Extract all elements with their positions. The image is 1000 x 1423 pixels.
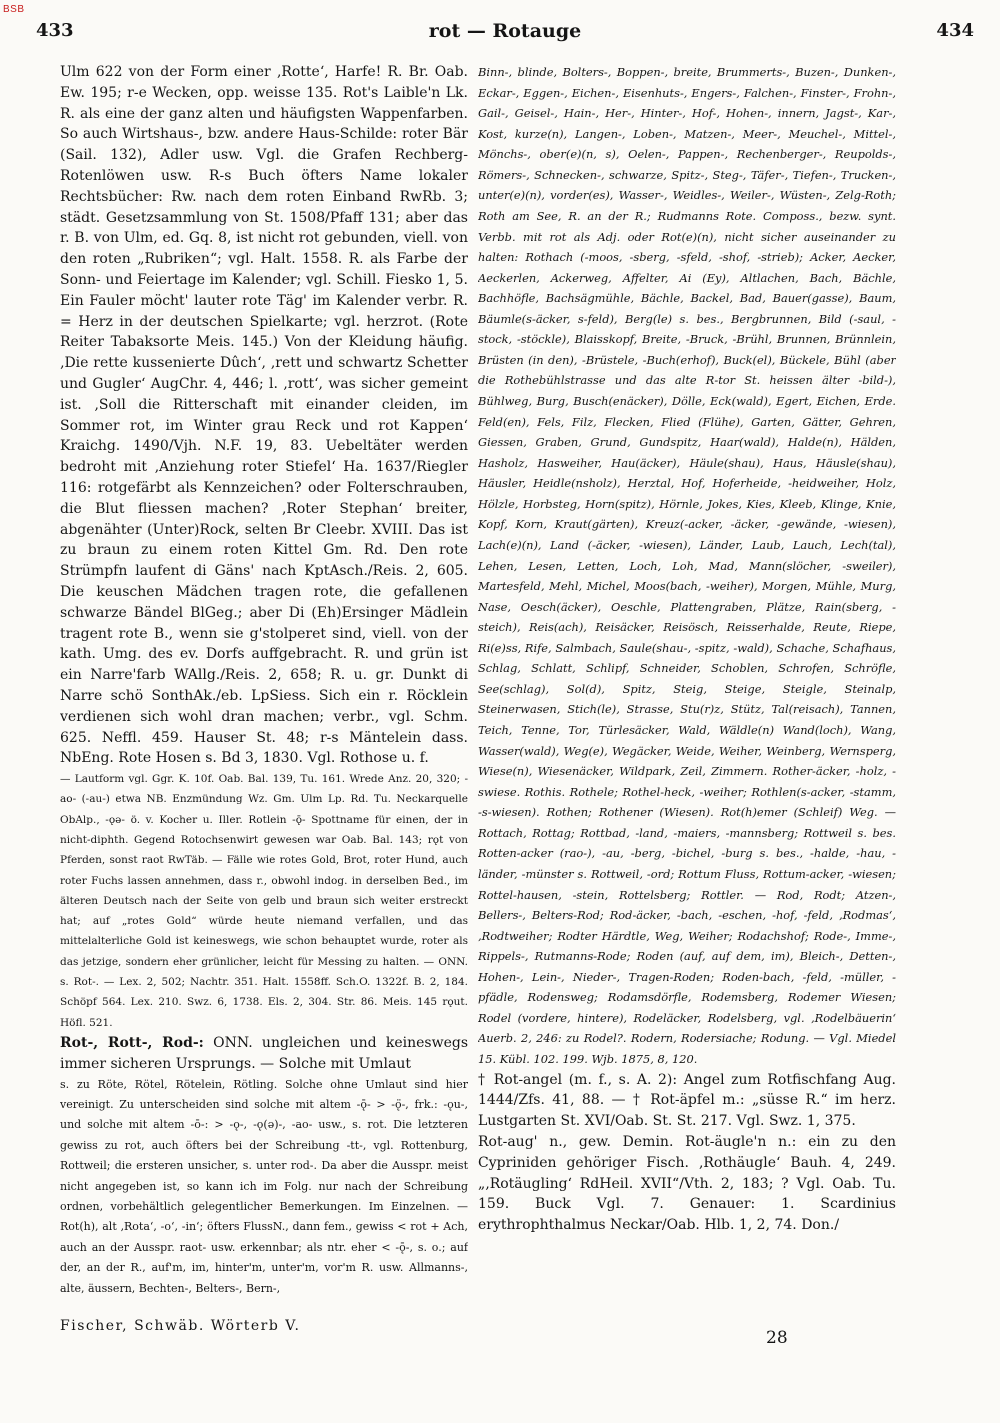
headword-rot-prefix: Rot-, Rott-, Rod-: [60, 1034, 204, 1051]
page-number-left: 433 [36, 20, 74, 41]
page-header [36, 20, 974, 52]
page-footer: Fischer, Schwäb. Wörterb V. [60, 1318, 301, 1334]
entry-rot-angel: † Rot-angel (m. f., s. A. 2): Angel zum Rotfischfang Aug. 1444/Zfs. 41, 88. — † Rot-äpfel m.: „süsse R.“ im herz. Lustgarten St. XVI/Oab. St. St. 217. Vgl. Swz. 1, 375. [478, 1071, 896, 1130]
entry-rot-prefix-text: ONN. ungleichen und keineswegs immer sicheren Ursprungs. — Solche mit Umlaut [60, 1034, 468, 1072]
page-number-right: 434 [936, 20, 974, 41]
library-stamp: BSB [3, 4, 25, 15]
entry-rot-lautform: — Lautform vgl. Ggr. K. 10f. Oab. Bal. 139, Tu. 161. Wrede Anz. 20, 320; -ao- (-au-) etwa NB. Enzmündung Wz. Gm. Ulm Lp. Rd. Tu. Neckarquelle ObAlp., -ǫə- ö. v. Kocher u. Iller. Rotlein -ǭ- Spottname für einen, der in nicht-diphth. Gegend Rotochsenwirt gewesen war Oab. Bal. 143; rǫt von Pferden, sonst raot RwTäb. — Fälle wie rotes Gold, Brot, roter Hund, auch roter Fuchs lassen annehmen, dass r., obwohl indog. in derselben Bed., im älteren Deutsch nach der Seite von gelb und braun sich weiter erstreckt hat; auf „rotes Gold“ würde heute niemand verfallen, und das mittelalterliche Gold ist keineswegs, wie schon behauptet wurde, roter als das jetzige, sondern eher grünlicher, leicht für Messing zu halten. — ONN. s. Rot-. — Lex. 2, 502; Nachtr. 351. Halt. 1558ff. Sch.O. 1322f. B. 2, 184. Schöpf 564. Lex. 210. Swz. 6, 1738. Els. 2, 304. Str. 86. Meis. 145 rǫut. Höfl. 521. [60, 773, 468, 1029]
left-column [60, 62, 468, 1299]
signature-mark: 28 [766, 1328, 788, 1348]
entry-rot-prefix-body: s. zu Röte, Rötel, Rötelein, Rötling. Solche ohne Umlaut sind hier vereinigt. Zu unterscheiden sind solche mit altem -ǭ- > -ǫ̈-, frk.: -ǫu-, und solche mit altem -ō-: > -ǫ-, -ǫ(ə)-, -ao- usw., s. rot. Die letzteren gewiss zu rot, auch öfters bei der Schreibung -tt-, vgl. Rottenburg, Rottweil; die ersteren unsicher, s. unter rod-. Da aber die Ausspr. meist nicht angegeben ist, so kann ich im Folg. nur nach der Schreibung ordnen, vorbehältlich gelegentlicher Bemerkungen. Im Einzelnen. — Rot(h), alt ‚Rota‘, -o‘, -in‘; öfters FlussN., dann fem., gewiss < rot + Ach, auch an der Ausspr. raot- usw. erkennbar; als ntr. eher < -ǭ-, s. o.; auf der, an der R., auf'm, im, hinter'm, unter'm, vor'm R. usw. Allmanns-, alte, äussern, Bechten-, Belters-, Bern-, [60, 1077, 468, 1295]
running-title: rot — Rotauge [428, 20, 582, 42]
entry-rot-placenames: Binn-, blinde, Bolters-, Boppen-, breite, Brummerts-, Buzen-, Dunken-, Eckar-, Eggen-, Eichen-, Eisenhuts-, Engers-, Falchen-, Finster-, Frohn-, Gail-, Geisel-, Hain-, Her-, Hinter-, Hof-, Hohen-, innern, Jagst-, Kar-, Kost, kurze(n), Langen-, Loben-, Matzen-, Meer-, Meuchel-, Mittel-, Mönchs-, ober(e)(n, s), Oelen-, Pappen-, Rechenberger-, Reupolds-, Römers-, Schnecken-, schwarze, Spitz-, Steg-, Täfer-, Tiefen-, Trucken-, unter(e)(n), vorder(es), Wasser-, Weidles-, Weiler-, Wüsten-, Zelg-Roth; Roth am See, R. an der R.; Rudmanns Rote. Composs., bezw. synt. Verbb. mit rot als Adj. oder Rot(e)(n), nicht sicher auseinander zu halten: Rothach (-moos, -sberg, -sfeld, -shof, -strieb); Acker, Aecker, Aeckerlen, Ackerweg, Affelter, Ai (Ey), Altlachen, Bach, Bächle, Bachhöfle, Bachsägmühle, Bächle, Backel, Bad, Bauer(gasse), Baum, Bäumle(s-äcker, s-feld), Berg(le) s. bes., Bergbrunnen, Bild (-saul, -stock, -stöckle), Blaisskopf, Breite, -Bruck, -Brühl, Brunnen, Brünnlein, Brüsten (in den), -Brüstele, -Buch(erhof), Buck(el), Bückele, Bühl (aber die Rothebühlstrasse und das alte R-tor St. heissen älter -bild-), Bühlweg, Burg, Busch(enäcker), Dölle, Eck(wald), Egert, Eichen, Erde. Feld(en), Fels, Filz, Flecken, Flied (Flühe), Garten, Gätter, Gehren, Giessen, Graben, Grund, Gundspitz, Haar(wald), Halde(n), Hälden, Hasholz, Hasweiher, Hau(äcker), Häule(shau), Haus, Häusle(shau), Häusler, Heidle(nsholz), Herztal, Hof, Hoferheide, -heidweiher, Holz, Hölzle, Horbsteg, Horn(spitz), Hörnle, Jokes, Kies, Kleeb, Klinge, Knie, Kopf, Korn, Kraut(gärten), Kreuz(-acker, -äcker, -gewände, -wiesen), Lach(e)(n), Land (-äcker, -wiesen), Länder, Laub, Lauch, Lech(tal), Lehen, Lesen, Letten, Loch, Loh, Mad, Mann(slöcher, -sweiler), Martesfeld, Mehl, Michel, Moos(bach, -weiher), Morgen, Mühle, Murg, Nase, Oesch(äcker), Oeschle, Plattengraben, Plätze, Rain(sberg, -steich), Reis(ach), Reisäcker, Reisösch, Reisserhalde, Reute, Riepe, Ri(e)ss, Rife, Salmbach, Saule(shau-, -spitz, -wald), Schache, Schafhaus, Schlag, Schlatt, Schlipf, Schneider, Schoblen, Schrofen, Schröfle, See(schlag), Sol(d), Spitz, Steig, Steige, Steigle, Steinalp, Steinerwasen, Stich(le), Strasse, Stu(r)z, Stütz, Tal(reisach), Tannen, Teich, Tenne, Tor, Türlesäcker, Wald, Wäldle(n) Wand(loch), Wang, Wasser(wald), Weg(e), Wegäcker, Weide, Weiher, Weinberg, Wernsperg, Wiese(n), Wiesenäcker, Wildpark, Zeil, Zimmern. Rother-äcker, -holz, -swiese. Rothis. Rothele; Rothel-heck, -weiher; Rothlen(s-acker, -stamm, -s-wiesen). Rothen; Rothener (Wiesen). Rot(h)emer (Schleif) Weg. — Rottach, Rottag; Rottbad, -land, -maiers, -mannsberg; Rottweil s. bes. Rotten-acker (rao-), -au, -berg, -bichel, -burg s. bes., -halde, -hau, -länder, -münster s. Rottweil, -ord; Rottum Fluss, Rottum-acker, -wiesen; Rottel-hausen, -stein, Rottelsberg; Rottler. — Rod, Rodt; Atzen-, Bellers-, Belters-Rod; Rod-äcker, -bach, -eschen, -hof, -feld, ‚Rodmas‘, ‚Rodtweiher; Rodter Härdtle, Weg, Weiher; Rodachshof; Rode-, Imme-, Rippels-, Rutmanns-Rode; Roden (auf, auf dem, im), Bleich-, Detten-, Hohen-, Lein-, Nieder-, Tragen-Roden; Roden-bach, -feld, -müller, -pfädle, Rodensweg; Rodamsdörfle, Rodemsberg, Rodemer Wiesen; Rodel (vordere, hintere), Rodeläcker, Rodelsberg, vgl. ‚Rodelbäuerin‘ Auerb. 2, 246: zu Rodel?. Rodern, Rodersiache; Rodung. — Vgl. Miedel 15. Kübl. 102. 199. Wjb. 1875, 8, 120. [478, 65, 896, 1066]
entry-rot-aug: Rot-aug' n., gew. Demin. Rot-äugle'n n.: ein zu den Cypriniden gehöriger Fisch. ‚Rothäugle‘ Bauh. 4, 249. „‚Rotäugling‘ RdHeil. XVII“/Vth. 2, 183; ? Vgl. Oab. Tu. 159. Buck Vgl. 7. Genauer: 1. Scardinius erythrophthalmus Neckar/Oab. Hlb. 1, 2, 74. Don./ [478, 1133, 896, 1234]
right-column [478, 62, 896, 1236]
entry-rot-meaning: Ulm 622 von der Form einer ‚Rotte‘, Harfe! R. Br. Oab. Ew. 195; r-e Wecken, opp. weisse 135. Rot's Laible'n Lk. R. als eine der ganz alten und häufigsten Wappenfarben. So auch Wirtshaus-, bzw. andere Haus-Schilde: roter Bär (Sail. 132), Adler usw. Vgl. die Grafen Rechberg-Rotenlöwen usw. R-s Buch öfters Name lokaler Rechtsbücher: Rw. nach dem roten Einband RwRb. 3; städt. Gesetzsammlung von St. 1508/Pfaff 131; aber das r. B. von Ulm, ed. Gq. 8, ist nicht rot gebunden, viell. von den roten „Rubriken“; vgl. Halt. 1558. R. als Farbe der Sonn- und Feiertage im Kalender; vgl. Schill. Fiesko 1, 5. Ein Fauler möcht' lauter rote Täg' im Kalender verbr. R. = Herz in der deutschen Spielkarte; vgl. herzrot. (Rote Reiter Tabaksorte Meis. 145.) Von der Kleidung häufig. ‚Die rette kussenierte Dûch‘, ‚rett und schwartz Schetter und Gugler‘ AugChr. 4, 446; l. ‚rott‘, was sicher gemeint ist. ‚Soll die Ritterschaft mit einander cleiden, im Sommer rot, im Winter grau Reck und rot Kappen‘ Kraichg. 1490/Vjh. N.F. 19, 83. Uebeltäter werden bedroht mit ‚Anziehung roter Stiefel‘ Ha. 1637/Riegler 116: rotgefärbt als Kennzeichen? oder Folterschrauben, die Blut fliessen machen? ‚Roter Stephan‘ breiter, abgenähter (Unter)Rock, selten Br Cleebr. XVIII. Das ist zu braun zu einem roten Kittel Gm. Rd. Den rote Strümpfn laufent di Gäns' nach KptAsch./Reis. 2, 605. Die keuschen Mädchen tragen rote, die gefallenen schwarze Bändel BlGeg.; aber Di (Eh)Ersinger Mädlein tragent rote B., wenn sie g'stolperet sind, viell. von der kath. Umg. des ev. Dorfs auffgebracht. R. und grün ist ein Narre'farb WAllg./Reis. 2, 658; R. u. gr. Dunkt di Narre schö SonthAk./eb. LpSiess. Sich ein r. Röcklein verdienen sich wohl dran machen; verbr., vgl. Schm. 625. Neffl. 459. Hauser St. 48; r-s Mäntelein dass. NbEng. Rote Hosen s. Bd 3, 1830. Vgl. Rothose u. f. [60, 64, 468, 767]
entry-rot-prefix-intro [60, 1033, 468, 1075]
